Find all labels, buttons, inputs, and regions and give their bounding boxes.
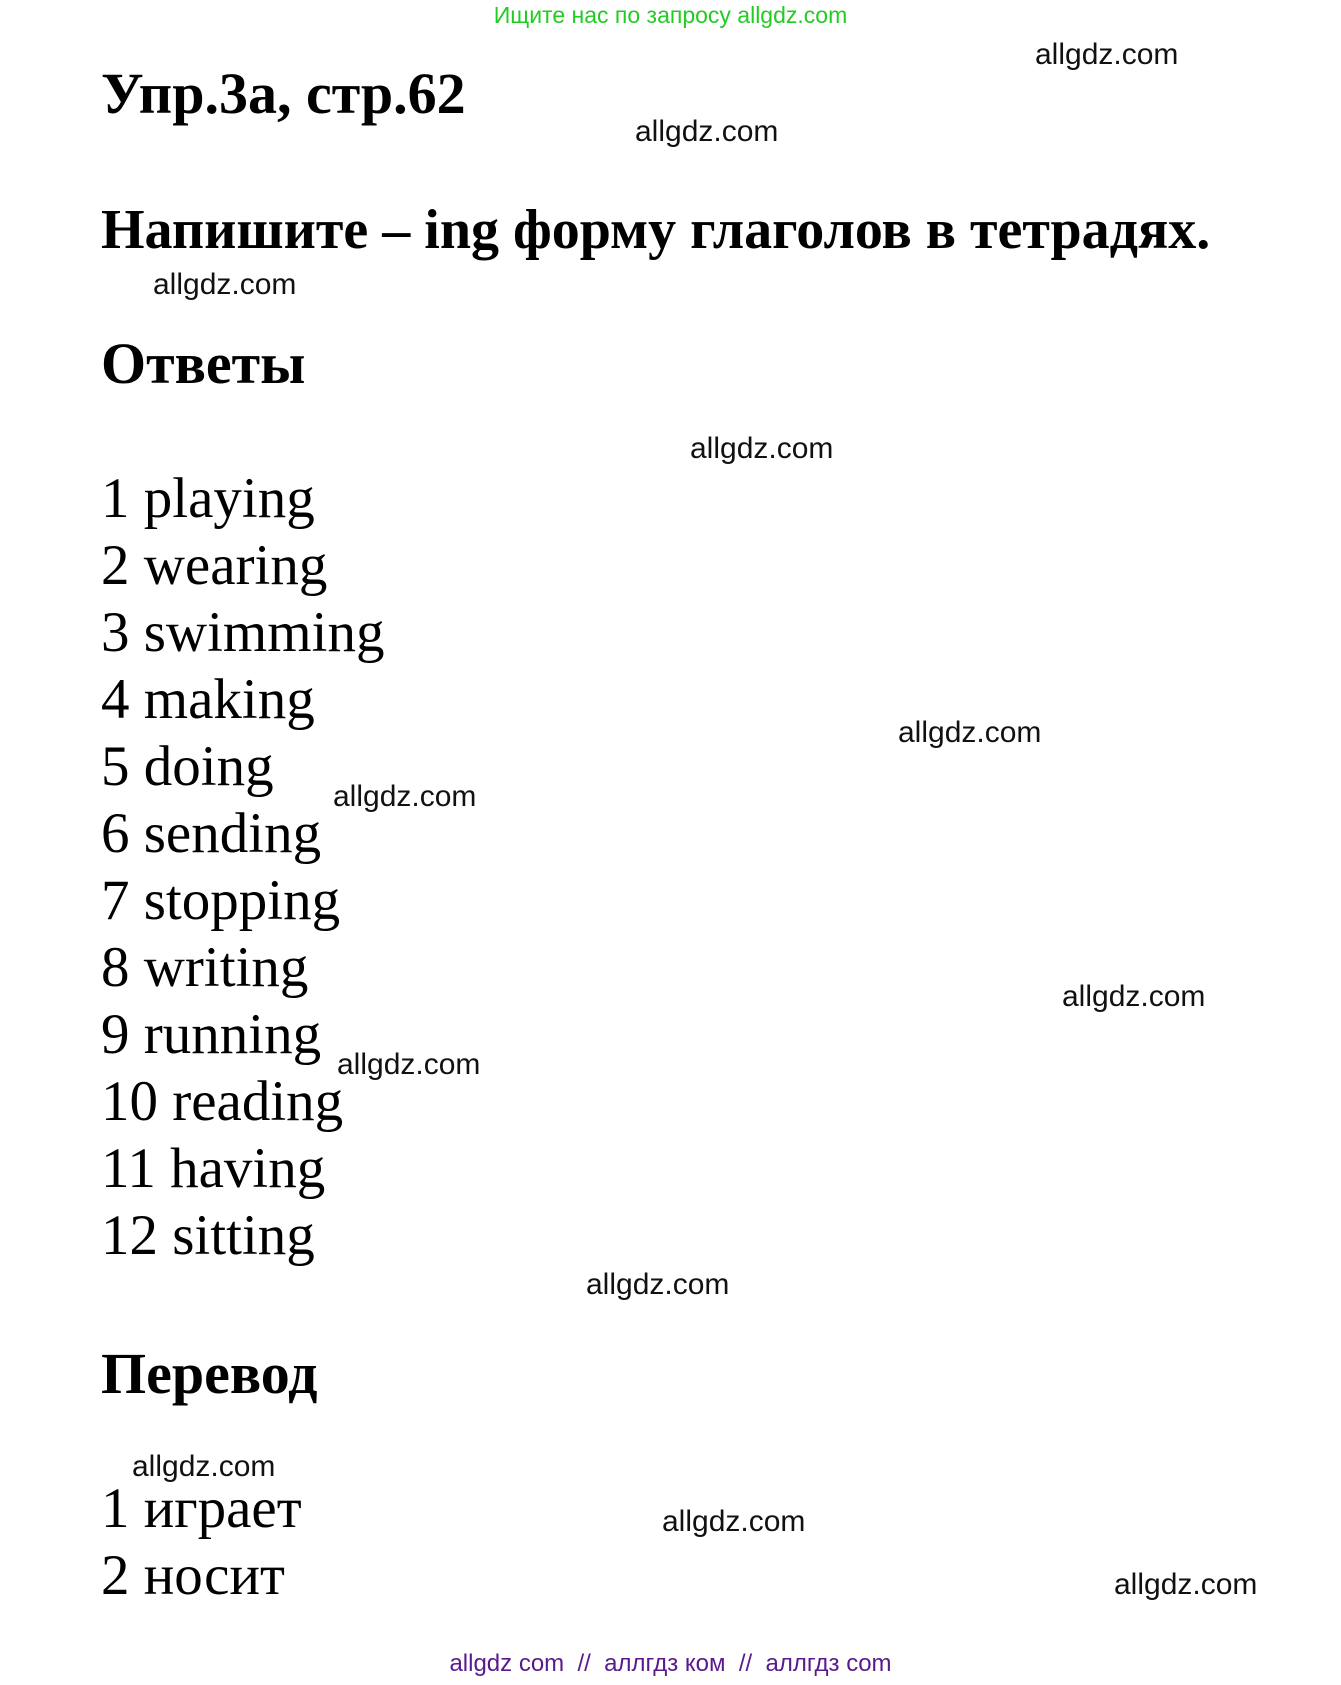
answer-item: 6 sending: [101, 802, 322, 865]
task-text: Напишите – ing форму глаголов в тетрадях.: [101, 199, 1211, 261]
answer-item: 10 reading: [101, 1070, 344, 1133]
footer-links[interactable]: allgdz com // аллгдз ком // аллгдз com: [449, 1650, 892, 1677]
translations-list: [101, 1475, 302, 1609]
translation-item: 2 носит: [101, 1544, 285, 1607]
top-banner[interactable]: Ищите нас по запросу allgdz.com: [493, 2, 848, 28]
watermark: allgdz.com: [333, 780, 477, 813]
answers-heading: Ответы: [101, 331, 306, 396]
watermark: allgdz.com: [1114, 1568, 1258, 1601]
answer-item: 2 wearing: [101, 534, 328, 597]
answer-item: 4 making: [101, 668, 315, 731]
translation-heading: Перевод: [101, 1341, 318, 1406]
watermark: allgdz.com: [1035, 38, 1179, 71]
watermark: allgdz.com: [662, 1505, 806, 1538]
watermark: allgdz.com: [635, 115, 779, 148]
answer-item: 11 having: [101, 1137, 326, 1200]
answer-item: 1 playing: [101, 467, 315, 530]
answers-list: [101, 465, 384, 1269]
translation-item: 1 играет: [101, 1477, 302, 1540]
watermark: allgdz.com: [132, 1450, 276, 1483]
answer-item: 8 writing: [101, 936, 309, 999]
watermark: allgdz.com: [898, 716, 1042, 749]
watermark: allgdz.com: [690, 432, 834, 465]
answer-item: 12 sitting: [101, 1204, 315, 1267]
answer-item: 5 doing: [101, 735, 274, 798]
answer-item: 9 running: [101, 1003, 322, 1066]
watermark: allgdz.com: [586, 1268, 730, 1301]
watermark: allgdz.com: [153, 268, 297, 301]
answer-item: 3 swimming: [101, 601, 385, 664]
exercise-title: Упр.3а, стр.62: [101, 61, 466, 126]
answer-item: 7 stopping: [101, 869, 341, 932]
watermark: allgdz.com: [1062, 980, 1206, 1013]
watermark: allgdz.com: [337, 1048, 481, 1081]
